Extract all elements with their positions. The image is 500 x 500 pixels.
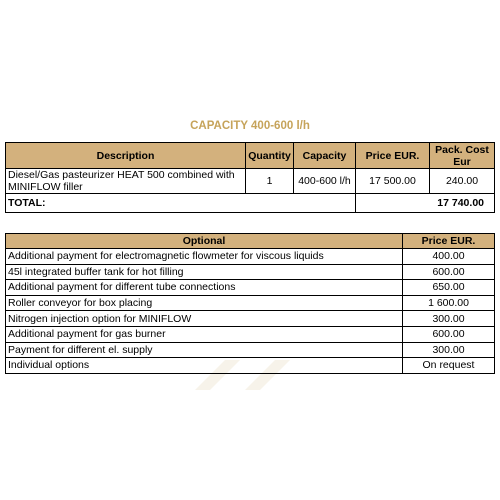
header-optional-price: Price EUR. [403,234,495,249]
optional-item: Payment for different el. supply [6,342,403,358]
table-row [6,249,495,265]
row-quantity: 1 [246,169,294,194]
total-label: TOTAL: [6,194,356,213]
optional-item: 45l integrated buffer tank for hot filling [6,264,403,280]
header-capacity: Capacity [294,143,356,169]
optional-table [5,233,495,374]
optional-item: Nitrogen injection option for MINIFLOW [6,311,403,327]
optional-item: Roller conveyor for box placing [6,295,403,311]
optional-price: 600.00 [403,326,495,342]
optional-item: Individual options [6,358,403,374]
row-pack-cost: 240.00 [430,169,495,194]
header-description: Description [6,143,246,169]
table-row [6,358,495,374]
optional-price: 300.00 [403,342,495,358]
row-capacity: 400-600 l/h [294,169,356,194]
table-row [6,280,495,296]
table-row [6,342,495,358]
optional-price: On request [403,358,495,374]
header-price: Price EUR. [356,143,430,169]
row-description: Diesel/Gas pasteurizer HEAT 500 combined with MINIFLOW filler [6,169,246,194]
optional-price: 400.00 [403,249,495,265]
table-row [6,295,495,311]
header-optional: Optional [6,234,403,249]
main-quote-table [5,142,495,213]
optional-item: Additional payment for electromagnetic flowmeter for viscous liquids [6,249,403,265]
optional-item: Additional payment for different tube connections [6,280,403,296]
table-row [6,326,495,342]
table-row [6,264,495,280]
optional-header-row [6,234,495,249]
optional-price: 600.00 [403,264,495,280]
optional-item: Additional payment for gas burner [6,326,403,342]
page-title: CAPACITY 400-600 l/h [190,120,310,132]
total-value: 17 740.00 [356,194,495,213]
optional-price: 1 600.00 [403,295,495,311]
header-quantity: Quantity [246,143,294,169]
table-row [6,311,495,327]
row-price: 17 500.00 [356,169,430,194]
header-pack-cost: Pack. Cost Eur [430,143,495,169]
total-row [6,194,495,213]
main-table-header-row [6,143,495,169]
optional-price: 650.00 [403,280,495,296]
table-row [6,169,495,194]
optional-price: 300.00 [403,311,495,327]
